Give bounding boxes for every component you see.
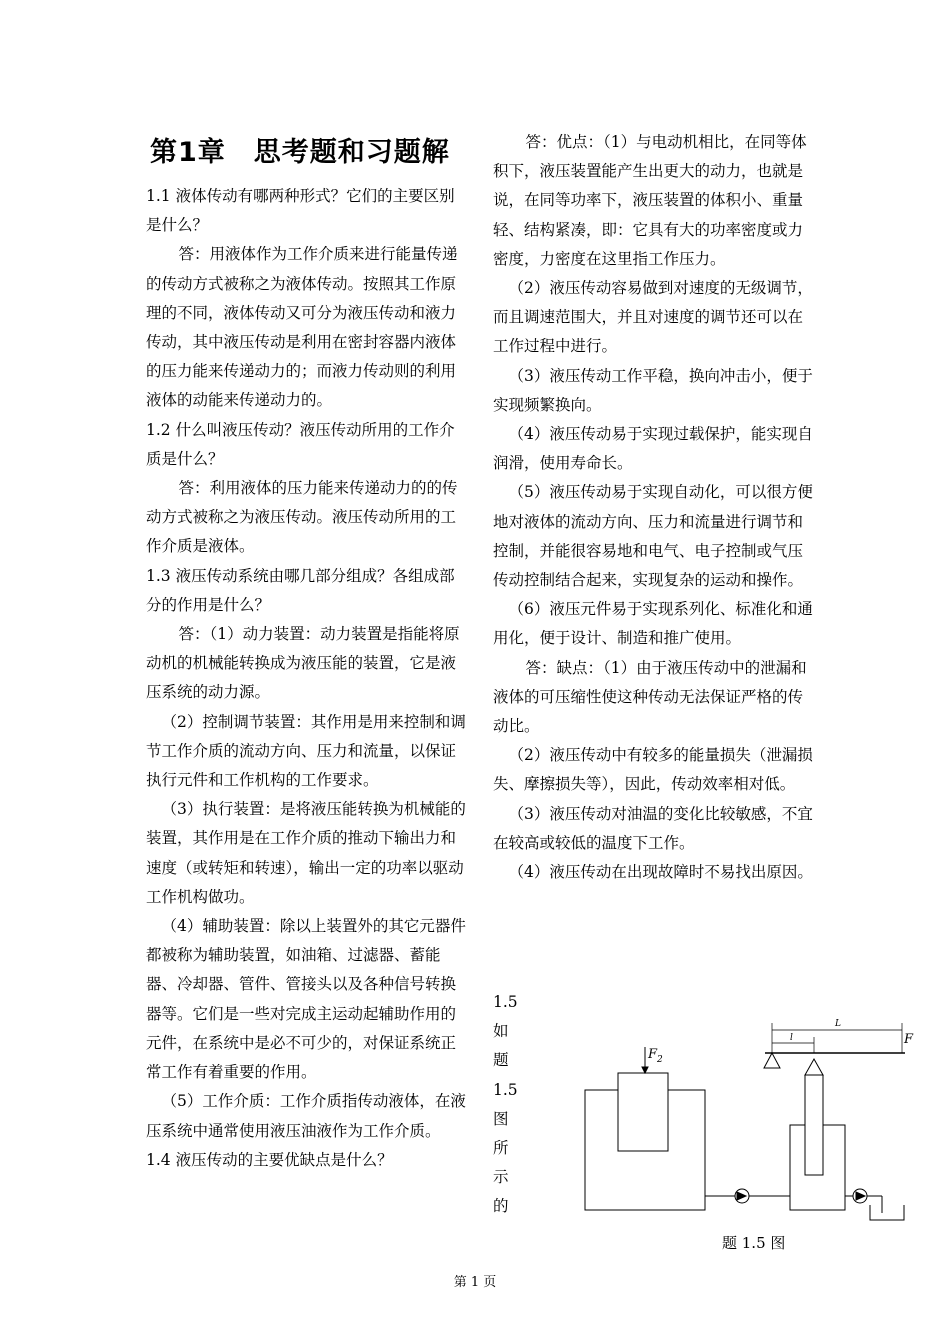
answer-1-3-part4: （4）辅助装置：除以上装置外的其它元器件都被称为辅助装置，如油箱、过滤器、蓄能器、冷却器、管件、管接头以及各种信号转换器等。它们是一些对完成主运动起辅助作用的元件，在系统中是必不可少的，对保证系统正常工作有着重要的作用。	[146, 917, 466, 1082]
answer-1-3-part5: （5）工作介质：工作介质指传动液体，在液压系统中通常使用液压油液作为工作介质。	[146, 1092, 466, 1140]
force-f2-arrowhead	[642, 1067, 648, 1073]
answer-1-2: 答：利用液体的压力能来传递动力的的传动方式被称之为液压传动。液压传动所用的工作介质是液体。	[146, 479, 458, 556]
question-1-4: 1.4 液压传动的主要优缺点是什么？	[146, 1150, 393, 1169]
chapter-title: 第1章 思考题和习题解	[150, 137, 450, 168]
answer-1-1: 答：用液体作为工作介质来进行能量传递的传动方式被称之为液体传动。按照其工作原理的不同，液体传动又可分为液压传动和液力传动，其中液压传动是利用在密封容器内液体的压力能来传递动力的；而液力传动则的利用液体的动能来传递动力的。	[146, 245, 458, 410]
advantage-6: （6）液压元件易于实现系列化、标准化和通用化，便于设计、制造和推广使用。	[493, 600, 813, 648]
dim-L-label: L	[835, 1019, 841, 1029]
answer-1-3-part3: （3）执行装置：是将液压能转换为机械能的装置，其作用是在工作介质的推动下输出力和速度（或转矩和转速），输出一定的功率以驱动工作机构做功。	[146, 800, 466, 906]
advantage-3: （3）液压传动工作平稳，换向冲击小，便于实现频繁换向。	[493, 366, 813, 414]
vertical-char: 所	[493, 1139, 509, 1158]
force-f2-label: $F_2$	[648, 1047, 663, 1065]
vertical-char: 题	[493, 1051, 509, 1070]
dim-l-label: l	[790, 1033, 793, 1043]
advantage-5: （5）液压传动易于实现自动化，可以很方便地对液体的流动方向、压力和流量进行调节和控制，并能很容易地和电气、电子控制或气压传动控制结合起来，实现复杂的运动和操作。	[493, 483, 813, 590]
vertical-char: 1.5	[493, 993, 518, 1011]
small-piston	[805, 1075, 823, 1175]
left-column	[146, 128, 468, 1175]
page-footer: 第 1 页	[453, 1275, 497, 1290]
question-1-5-vertical-text	[493, 988, 518, 1222]
vertical-char: 图	[493, 1109, 509, 1128]
vertical-char: 的	[493, 1197, 509, 1216]
oil-tank	[870, 1205, 904, 1220]
question-1-3: 1.3 液压传动系统由哪几部分组成？各组成部分的作用是什么？	[146, 566, 455, 614]
lever-pivot	[764, 1053, 780, 1068]
disadvantage-3: （3）液压传动对油温的变化比较敏感，不宜在较高或较低的温度下工作。	[493, 804, 813, 852]
disadvantage-4: （4）液压传动在出现故障时不易找出原因。	[508, 863, 813, 882]
vertical-char: 1.5	[493, 1080, 518, 1099]
disadvantage-1: 答：缺点：（1）由于液压传动中的泄漏和液体的可压缩性使这种传动无法保证严格的传动比。	[493, 658, 807, 736]
answer-1-3-part1: 答：（1）动力装置：动力装置是指能将原动机的机械能转换成为液压能的装置，它是液压系统的动力源。	[146, 625, 460, 702]
disadvantage-2: （2）液压传动中有较多的能量损失（泄漏损失、摩擦损失等），因此，传动效率相对低。	[493, 746, 813, 794]
advantage-4: （4）液压传动易于实现过载保护，能实现自润滑，使用寿命长。	[493, 425, 813, 473]
advantage-1: 答：优点：（1）与电动机相比，在同等体积下，液压装置能产生出更大的动力，也就是说，在同等功率下，液压装置的体积小、重量轻、结构紧凑，即：它具有大的功率密度或力密度，力密度在这里指工作压力。	[493, 133, 807, 268]
figure-caption: 题 1.5 图	[722, 1234, 786, 1252]
right-column	[493, 128, 818, 887]
vertical-char: 示	[493, 1168, 509, 1187]
answer-1-3-part2: （2）控制调节装置：其作用是用来控制和调节工作介质的流动方向、压力和流量，以保证执行元件和工作机构的工作要求。	[146, 712, 466, 790]
hydraulic-lever-diagram	[560, 1015, 914, 1230]
question-1-2: 1.2 什么叫液压传动？液压传动所用的工作介质是什么？	[146, 420, 455, 468]
force-f1-label: F	[904, 1032, 914, 1047]
question-1-1: 1.1 液体传动有哪两种形式？它们的主要区别是什么？	[146, 187, 455, 235]
large-piston	[618, 1073, 668, 1151]
advantage-2: （2）液压传动容易做到对速度的无级调节，而且调速范围大，并且对速度的调节还可以在工作过程中进行。	[493, 279, 813, 356]
vertical-char: 如	[493, 1022, 509, 1041]
piston-tip	[805, 1059, 823, 1075]
